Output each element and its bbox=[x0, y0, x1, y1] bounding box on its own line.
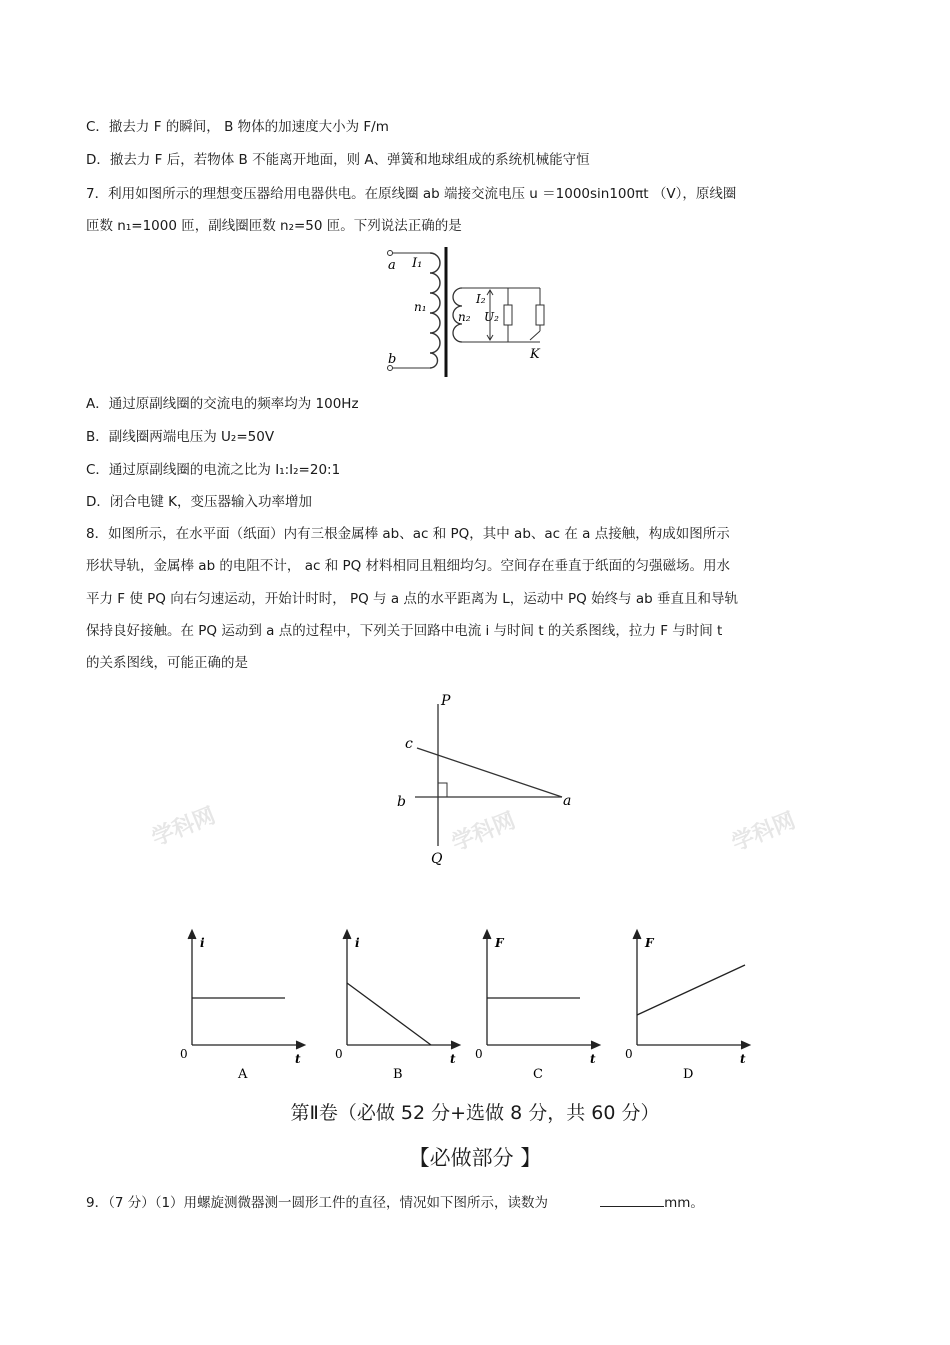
terminal-a-label: a bbox=[388, 258, 396, 273]
graph-options bbox=[160, 925, 790, 1085]
graph-b bbox=[335, 930, 460, 1082]
y-axis-arrow bbox=[483, 930, 491, 939]
watermark: 学科网 bbox=[148, 803, 220, 852]
graph-caption: C bbox=[533, 1067, 543, 1082]
transformer-diagram bbox=[380, 243, 560, 383]
graph-caption: A bbox=[238, 1067, 248, 1082]
question-8-line-2: 形状导轨，金属棒 ab 的电阻不计， ac 和 PQ 材料相同且粗细均匀。空间存在垂直于纸面的匀强磁场。用水 bbox=[86, 558, 731, 574]
origin-label: 0 bbox=[180, 1047, 188, 1061]
option-d-q7: D．闭合电键 K，变压器输入功率增加 bbox=[86, 494, 313, 510]
y-axis-label: i bbox=[355, 936, 360, 950]
label-c: c bbox=[405, 736, 413, 752]
x-axis-arrow bbox=[741, 1041, 750, 1049]
option-d-q6: D．撤去力 F 后，若物体 B 不能离开地面，则 A、弹簧和地球组成的系统机械能守恒 bbox=[86, 152, 590, 168]
y-axis-label: F bbox=[645, 936, 654, 950]
x-axis-label: t bbox=[450, 1052, 456, 1066]
question-8-line-1: 8．如图所示，在水平面（纸面）内有三根金属棒 ab、ac 和 PQ，其中 ab、ac 在 a 点接触，构成如图所示 bbox=[86, 526, 730, 542]
label-q: Q bbox=[431, 851, 443, 867]
question-8-line-4: 保持良好接触。在 PQ 运动到 a 点的过程中，下列关于回路中电流 i 与时间 t 的关系图线，拉力 F 与时间 t bbox=[86, 623, 723, 639]
graph-caption: D bbox=[683, 1067, 694, 1082]
x-axis-label: t bbox=[295, 1052, 301, 1066]
y-axis-arrow bbox=[343, 930, 351, 939]
graph-line bbox=[637, 965, 745, 1015]
y-axis-arrow bbox=[188, 930, 196, 939]
u2-label: U₂ bbox=[484, 310, 499, 324]
graph-d bbox=[625, 930, 750, 1082]
y-axis-label: F bbox=[495, 936, 504, 950]
switch-k-label: K bbox=[530, 347, 540, 362]
question-7-line-1: 7．利用如图所示的理想变压器给用电器供电。在原线圈 ab 端接交流电压 u ＝1000sin100πt （V），原线圈 bbox=[86, 186, 737, 202]
question-7-line-2: 匝数 n₁=1000 匝，副线圈匝数 n₂=50 匝。下列说法正确的是 bbox=[86, 218, 462, 234]
label-a: a bbox=[563, 793, 572, 809]
section-title: 第Ⅱ卷（必做 52 分+选做 8 分，共 60 分） bbox=[290, 1102, 660, 1124]
x-axis-arrow bbox=[591, 1041, 600, 1049]
graph-line bbox=[347, 983, 431, 1045]
question-9 bbox=[86, 1193, 704, 1212]
question-9-text: 9．（7 分）（1）用螺旋测微器测一圆形工件的直径，情况如下图所示，读数为 bbox=[86, 1195, 549, 1211]
label-b: b bbox=[397, 794, 406, 810]
x-axis-arrow bbox=[296, 1041, 305, 1049]
question-8-line-5: 的关系图线，可能正确的是 bbox=[86, 655, 248, 671]
question-8-line-3: 平力 F 使 PQ 向右匀速运动，开始计时时， PQ 与 a 点的水平距离为 L，运动中 PQ 始终与 ab 垂直且和导轨 bbox=[86, 591, 738, 607]
x-axis-label: t bbox=[740, 1052, 746, 1066]
i2-label: I₂ bbox=[476, 292, 486, 306]
watermark: 学科网 bbox=[728, 808, 800, 857]
i1-label: I₁ bbox=[412, 256, 423, 271]
n2-label: n₂ bbox=[458, 310, 471, 324]
origin-label: 0 bbox=[625, 1047, 633, 1061]
graph-a bbox=[180, 930, 305, 1082]
option-c-q7: C．通过原副线圈的电流之比为 I₁:I₂=20:1 bbox=[86, 462, 341, 478]
watermark: 学科网 bbox=[448, 808, 520, 857]
answer-blank[interactable] bbox=[600, 1193, 664, 1207]
origin-label: 0 bbox=[335, 1047, 343, 1061]
question-9-unit: mm。 bbox=[664, 1195, 704, 1211]
option-c-q6: C．撤去力 F 的瞬间， B 物体的加速度大小为 F/m bbox=[86, 119, 389, 135]
rails-diagram bbox=[385, 690, 585, 870]
section-subtitle: 【必做部分 】 bbox=[408, 1146, 542, 1170]
option-a-q7: A．通过原副线圈的交流电的频率均为 100Hz bbox=[86, 396, 359, 412]
y-axis-arrow bbox=[633, 930, 641, 939]
x-axis-label: t bbox=[590, 1052, 596, 1066]
option-b-q7: B．副线圈两端电压为 U₂=50V bbox=[86, 429, 275, 445]
n1-label: n₁ bbox=[414, 300, 427, 314]
x-axis-arrow bbox=[451, 1041, 460, 1049]
terminal-b-label: b bbox=[388, 352, 397, 367]
graph-caption: B bbox=[393, 1067, 403, 1082]
y-axis-label: i bbox=[200, 936, 205, 950]
origin-label: 0 bbox=[475, 1047, 483, 1061]
label-p: P bbox=[441, 693, 451, 709]
graph-c bbox=[475, 930, 600, 1082]
